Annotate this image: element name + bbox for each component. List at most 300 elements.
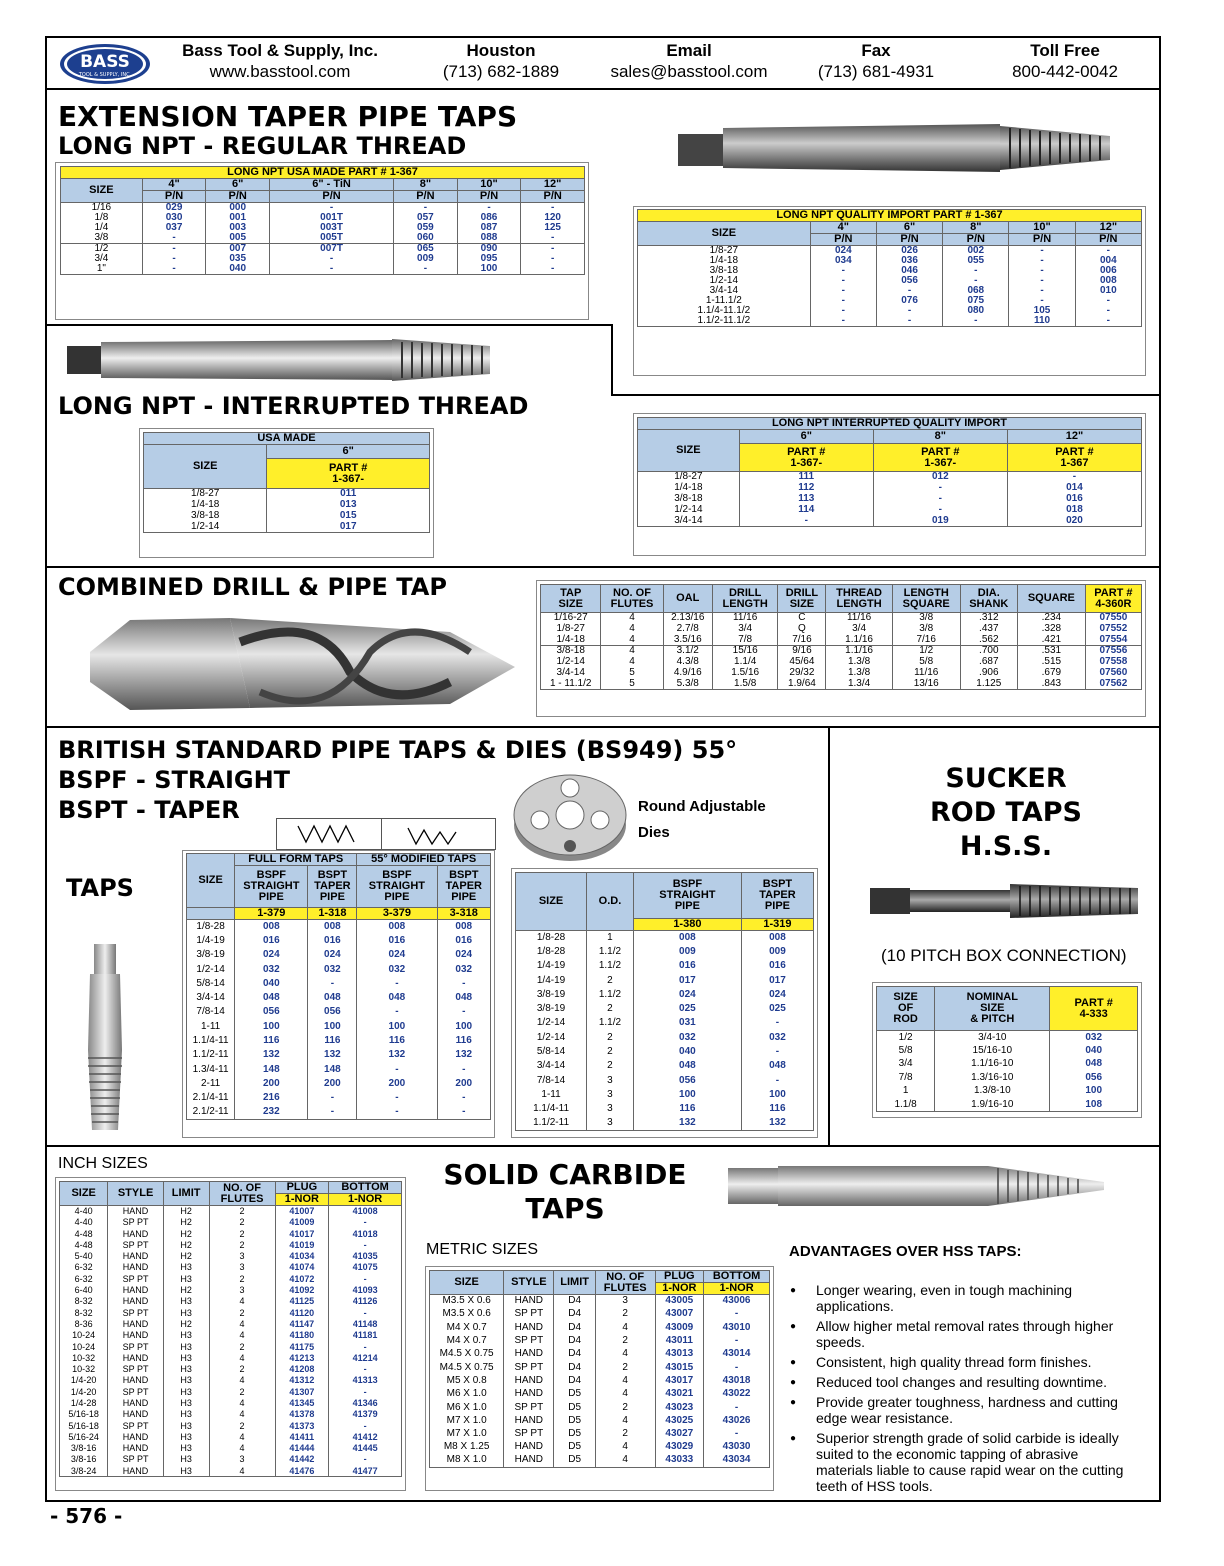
table-cell: 075 xyxy=(943,296,1009,306)
table-cell: 032 xyxy=(741,1031,813,1045)
table-row xyxy=(516,1073,814,1087)
table-cell: 1/4-18 xyxy=(638,483,740,494)
table-cell: 1.9/16-10 xyxy=(935,1098,1050,1112)
table-cell: 008 xyxy=(741,931,813,945)
table-cell: HAND xyxy=(108,1443,163,1454)
carbide-metric-table xyxy=(429,1270,770,1468)
advantage-item: ● Superior strength grade of solid carbide is ideally suited to the economic tapping of abrasive materials liable to cause rapid wear on the cutting teeth of HSS tools. xyxy=(790,1430,1135,1494)
carbide-tap-photo xyxy=(728,1162,1108,1210)
thread-profile-icons xyxy=(276,818,496,850)
table-cell: 035 xyxy=(206,254,270,264)
table-cell: 105 xyxy=(1009,306,1075,316)
table-cell: 088 xyxy=(457,233,521,244)
table-cell: SP PT xyxy=(108,1454,163,1465)
table-cell: - xyxy=(521,233,585,244)
section-subtitle-regular: LONG NPT - REGULAR THREAD xyxy=(58,132,467,160)
table-cell: 1.3/8 xyxy=(826,657,892,668)
sucker-rod-table xyxy=(876,986,1138,1112)
table-cell: 4-40 xyxy=(60,1217,108,1228)
fax-number[interactable]: (713) 681-4931 xyxy=(817,62,935,81)
table-cell: 090 xyxy=(457,244,521,255)
bsp-dies-table xyxy=(515,872,814,1131)
table-cell: 41378 xyxy=(275,1409,329,1420)
table-cell: - xyxy=(329,1386,402,1397)
table-cell: 200 xyxy=(235,1077,308,1091)
table-cell: 41213 xyxy=(275,1352,329,1363)
column-header: NO. OF FLUTES xyxy=(595,1271,655,1295)
table-cell: - xyxy=(741,1045,813,1059)
table-cell: 059 xyxy=(394,223,458,233)
column-header: SIZE xyxy=(61,179,143,203)
table-cell: 41180 xyxy=(275,1330,329,1341)
usa-interrupted-table xyxy=(143,432,430,533)
table-row xyxy=(638,483,1142,494)
table-cell: 2 xyxy=(587,973,634,987)
table-cell: 5/16-18 xyxy=(60,1409,108,1420)
table-cell: 116 xyxy=(633,1102,741,1116)
table-cell: 1.1/4-11 xyxy=(187,1034,235,1048)
table-cell: 7/8-14 xyxy=(516,1073,587,1087)
table-cell: 1.3/8 xyxy=(826,668,892,679)
table-cell: H3 xyxy=(163,1352,209,1363)
table-row xyxy=(541,624,1142,635)
table-cell: 4 xyxy=(209,1375,275,1386)
table-cell: D4 xyxy=(554,1295,595,1308)
column-header: 3-379 xyxy=(357,908,437,920)
table-cell: 7/16 xyxy=(892,635,960,646)
table-cell: 41346 xyxy=(329,1398,402,1409)
table-cell: 1.1/2 xyxy=(587,988,634,1002)
table-cell: - xyxy=(741,1073,813,1087)
table-cell: H3 xyxy=(163,1398,209,1409)
column-header: BSPF STRAIGHT PIPE xyxy=(633,873,741,919)
table-cell: 41120 xyxy=(275,1307,329,1318)
table-cell: - xyxy=(1009,266,1075,276)
table-cell: 4 xyxy=(595,1441,655,1454)
table-cell: 3/8-18 xyxy=(638,266,811,276)
table-cell: - xyxy=(357,1105,437,1119)
table-row xyxy=(187,1062,491,1076)
table-cell: 2 xyxy=(209,1307,275,1318)
table-row xyxy=(60,1285,402,1296)
table-cell: 3 xyxy=(209,1454,275,1465)
table-row xyxy=(60,1465,402,1476)
table-cell: 1.5/8 xyxy=(712,679,777,690)
table-cell: 116 xyxy=(235,1034,308,1048)
table-row xyxy=(430,1441,770,1454)
table-cell: - xyxy=(1009,276,1075,286)
import-npt-table xyxy=(637,209,1142,327)
column-header: 6" xyxy=(206,179,270,191)
advantage-item: ● Provide greater toughness, hardness and cutting edge wear resistance. xyxy=(790,1394,1135,1426)
table-row xyxy=(60,1307,402,1318)
table-row xyxy=(430,1427,770,1440)
column-header: NOMINAL SIZE & PITCH xyxy=(935,987,1050,1031)
table-cell: 1/2-14 xyxy=(516,1016,587,1030)
table-cell: - xyxy=(329,1454,402,1465)
table-cell: 1.1/2 xyxy=(587,945,634,959)
table-cell: H2 xyxy=(163,1206,209,1217)
table-cell: 4 xyxy=(209,1398,275,1409)
bspt-label: BSPT - TAPER xyxy=(58,796,240,824)
carbide-inch-table xyxy=(59,1181,402,1477)
table-cell: 016 xyxy=(308,934,357,948)
column-header: STYLE xyxy=(108,1182,163,1206)
logo-subtext: TOOL & SUPPLY, INC. xyxy=(78,72,132,78)
advantage-item: ● Reduced tool changes and resulting downtime. xyxy=(790,1374,1135,1390)
table-row xyxy=(541,646,1142,657)
table-cell: - xyxy=(357,1091,437,1105)
table-cell: 024 xyxy=(633,988,741,1002)
table-cell: 43014 xyxy=(704,1348,770,1361)
table-cell: 3/8 xyxy=(61,233,143,244)
column-header: BSPT TAPER PIPE xyxy=(308,866,357,908)
column-header xyxy=(187,908,235,920)
table-cell: 5/16-24 xyxy=(60,1431,108,1442)
table-row xyxy=(430,1321,770,1334)
table-cell: 41074 xyxy=(275,1262,329,1273)
table-row xyxy=(187,977,491,991)
table-cell: D4 xyxy=(554,1374,595,1387)
table-cell: 3/8 xyxy=(892,613,960,624)
table-cell: 014 xyxy=(1007,483,1141,494)
table-cell: - xyxy=(437,1005,491,1019)
advantage-item: ● Allow higher metal removal rates through higher speeds. xyxy=(790,1318,1135,1350)
table-row xyxy=(516,1031,814,1045)
table-row xyxy=(638,472,1142,483)
table-cell: 1/4-19 xyxy=(516,973,587,987)
bsp-tap-photo xyxy=(80,940,130,1135)
table-cell: M7 X 1.0 xyxy=(430,1427,504,1440)
table-cell: SP PT xyxy=(108,1386,163,1397)
column-header: 1-319 xyxy=(741,919,813,931)
table-cell: 07562 xyxy=(1085,679,1141,690)
section-title-combined: COMBINED DRILL & PIPE TAP xyxy=(58,573,447,601)
table-cell: 3 xyxy=(587,1102,634,1116)
table-row xyxy=(144,522,430,533)
table-cell: .679 xyxy=(1017,668,1085,679)
combined-table xyxy=(540,584,1142,690)
table-cell: 2 xyxy=(209,1386,275,1397)
column-header: BSPF STRAIGHT PIPE xyxy=(235,866,308,908)
table-cell: 41181 xyxy=(329,1330,402,1341)
table-cell: 1/4-20 xyxy=(60,1375,108,1386)
table-cell: 29/32 xyxy=(778,668,826,679)
table-cell: 2 xyxy=(209,1239,275,1250)
table-row xyxy=(144,489,430,500)
column-header: PART # 4-333 xyxy=(1050,987,1138,1031)
table-cell: 120 xyxy=(521,213,585,223)
table-cell: H3 xyxy=(163,1330,209,1341)
table-cell: 3.1/2 xyxy=(663,646,712,657)
table-cell: HAND xyxy=(108,1465,163,1476)
table-cell: 2 xyxy=(209,1273,275,1284)
table-cell: - xyxy=(521,264,585,275)
table-cell: 3/4-14 xyxy=(187,991,235,1005)
table-cell: H2 xyxy=(163,1285,209,1296)
table-cell: 024 xyxy=(741,988,813,1002)
table-cell: 4 xyxy=(595,1374,655,1387)
table-cell: 43006 xyxy=(704,1295,770,1308)
table-cell: 148 xyxy=(308,1062,357,1076)
table-cell: 1/16 xyxy=(61,203,143,214)
table-cell: 024 xyxy=(308,948,357,962)
table-cell: - xyxy=(1075,316,1141,327)
column-header: P/N xyxy=(394,191,458,203)
table-cell: 3 xyxy=(587,1073,634,1087)
table-row xyxy=(430,1401,770,1414)
table-cell: 060 xyxy=(394,233,458,244)
dies-label: Round Adjustable Dies xyxy=(638,798,766,841)
table-cell: 108 xyxy=(1050,1098,1138,1112)
table-cell: 1.1/4-11.1/2 xyxy=(638,306,811,316)
table-cell: 2 xyxy=(595,1334,655,1347)
table-row xyxy=(60,1273,402,1284)
table-cell: 3/4-14 xyxy=(638,286,811,296)
table-cell: HAND xyxy=(504,1321,554,1334)
table-cell: 003 xyxy=(206,223,270,233)
table-cell: 8-36 xyxy=(60,1318,108,1329)
table-cell: - xyxy=(1009,246,1075,257)
table-cell: 4 xyxy=(601,613,663,624)
table-cell: 2.7/8 xyxy=(663,624,712,635)
table-cell: - xyxy=(810,286,876,296)
table-cell: 2 xyxy=(209,1206,275,1217)
table-cell: 110 xyxy=(1009,316,1075,327)
table-cell: 2 xyxy=(595,1401,655,1414)
table-cell: 1 xyxy=(587,931,634,945)
table-row xyxy=(144,500,430,511)
column-header: DRILL SIZE xyxy=(778,585,826,613)
column-header: 1-380 xyxy=(633,919,741,931)
table-cell: HAND xyxy=(108,1262,163,1273)
table-cell: 4 xyxy=(595,1348,655,1361)
table-row xyxy=(60,1341,402,1352)
table-row xyxy=(541,635,1142,646)
company-block xyxy=(160,40,400,82)
table-row xyxy=(430,1374,770,1387)
table-cell: 10-24 xyxy=(60,1330,108,1341)
table-cell: - xyxy=(704,1334,770,1347)
table-cell: H2 xyxy=(163,1217,209,1228)
table-cell: 1/8-28 xyxy=(516,931,587,945)
column-header: SQUARE xyxy=(1017,585,1085,613)
table-cell: 007T xyxy=(270,244,394,255)
houston-block: Houston (713) 682-1889 xyxy=(442,41,560,81)
table-cell: 1/4-19 xyxy=(187,934,235,948)
column-header: LIMIT xyxy=(163,1182,209,1206)
column-header: LONG NPT USA MADE PART # 1-367 xyxy=(61,167,585,179)
table-cell: 1/2-14 xyxy=(187,962,235,976)
divider xyxy=(45,88,1161,90)
column-header: 1-NOR xyxy=(655,1283,704,1295)
table-cell: HAND xyxy=(108,1206,163,1217)
column-header: 4" xyxy=(142,179,206,191)
table-cell: 068 xyxy=(943,286,1009,296)
houston-phone[interactable]: (713) 682-1889 xyxy=(442,62,560,81)
table-cell: 43022 xyxy=(704,1388,770,1401)
table-cell: 1/8-27 xyxy=(541,624,601,635)
table-cell: 41307 xyxy=(275,1386,329,1397)
column-header: LONG NPT QUALITY IMPORT PART # 1-367 xyxy=(638,210,1142,222)
table-cell: 4 xyxy=(601,624,663,635)
table-row xyxy=(60,1262,402,1273)
table-cell: 2.1/4-11 xyxy=(187,1091,235,1105)
table-cell: 008 xyxy=(308,920,357,934)
table-cell: 1-11.1/2 xyxy=(638,296,811,306)
table-cell: SP PT xyxy=(108,1239,163,1250)
table-cell: 095 xyxy=(457,254,521,264)
table-cell: - xyxy=(1075,296,1141,306)
table-cell: 8-32 xyxy=(60,1307,108,1318)
table-cell: HAND xyxy=(108,1431,163,1442)
column-header: 12" xyxy=(1007,430,1141,444)
table-cell: 2.1/2-11 xyxy=(187,1105,235,1119)
table-cell: 2 xyxy=(209,1228,275,1239)
section-title-interrupted: LONG NPT - INTERRUPTED THREAD xyxy=(58,392,529,420)
table-cell: H3 xyxy=(163,1431,209,1442)
table-cell: 087 xyxy=(457,223,521,233)
table-cell: 7/8 xyxy=(712,635,777,646)
table-cell: - xyxy=(357,1062,437,1076)
table-cell: 3/4-14 xyxy=(541,668,601,679)
round-die-photo xyxy=(510,770,630,862)
table-cell: 41313 xyxy=(329,1375,402,1386)
tollfree-number[interactable]: 800-442-0042 xyxy=(1012,62,1118,81)
column-header: PART # 1-367- xyxy=(267,459,430,489)
table-cell: 43025 xyxy=(655,1414,704,1427)
tollfree-block: Toll Free 800-442-0042 xyxy=(1012,41,1118,81)
table-cell: - xyxy=(739,516,873,527)
column-header: 1-318 xyxy=(308,908,357,920)
table-cell: 016 xyxy=(437,934,491,948)
column-header: PART # 1-367- xyxy=(873,444,1007,472)
table-cell: 4 xyxy=(595,1321,655,1334)
table-cell: 008 xyxy=(437,920,491,934)
table-row xyxy=(61,264,585,275)
table-row xyxy=(187,962,491,976)
column-header: P/N xyxy=(1009,234,1075,246)
table-cell: M8 X 1.25 xyxy=(430,1441,504,1454)
table-cell: H3 xyxy=(163,1465,209,1476)
table-cell: 112 xyxy=(739,483,873,494)
table-row xyxy=(60,1228,402,1239)
solid-carbide-title: SOLID CARBIDE TAPS xyxy=(443,1158,687,1225)
table-row xyxy=(516,1045,814,1059)
table-cell: 036 xyxy=(876,256,942,266)
table-row xyxy=(541,679,1142,690)
table-cell: D4 xyxy=(554,1334,595,1347)
table-row xyxy=(638,494,1142,505)
table-cell: 1.3/16-10 xyxy=(935,1071,1050,1085)
table-cell: - xyxy=(810,306,876,316)
table-cell: 025 xyxy=(741,1002,813,1016)
table-cell: 43027 xyxy=(655,1427,704,1440)
table-row xyxy=(60,1443,402,1454)
table-cell: SP PT xyxy=(108,1420,163,1431)
table-cell: 132 xyxy=(308,1048,357,1062)
table-cell: HAND xyxy=(108,1352,163,1363)
table-cell: 45/64 xyxy=(778,657,826,668)
table-cell: .843 xyxy=(1017,679,1085,690)
table-row xyxy=(516,1102,814,1116)
table-cell: 012 xyxy=(873,472,1007,483)
table-cell: 5/8-14 xyxy=(516,1045,587,1059)
table-cell: - xyxy=(1009,286,1075,296)
table-cell: D4 xyxy=(554,1348,595,1361)
table-cell: - xyxy=(142,233,206,244)
table-cell: 2 xyxy=(595,1427,655,1440)
table-cell: 3 xyxy=(209,1251,275,1262)
table-cell: 1/2 xyxy=(61,244,143,255)
table-cell: 018 xyxy=(1007,505,1141,516)
table-cell: 4 xyxy=(595,1454,655,1467)
table-cell: 41208 xyxy=(275,1364,329,1375)
table-cell: 016 xyxy=(357,934,437,948)
table-cell: 008 xyxy=(1075,276,1141,286)
column-header: BOTTOM xyxy=(704,1271,770,1283)
table-cell: 11/16 xyxy=(712,613,777,624)
table-cell: 41008 xyxy=(329,1206,402,1217)
table-cell: 6-32 xyxy=(60,1273,108,1284)
column-header: SIZE xyxy=(187,854,235,908)
table-cell: 040 xyxy=(206,264,270,275)
website-link[interactable]: www.basstool.com xyxy=(209,62,351,81)
table-cell: - xyxy=(308,1091,357,1105)
column-header: 6" xyxy=(267,445,430,459)
table-cell: .234 xyxy=(1017,613,1085,624)
divider xyxy=(611,324,613,396)
table-cell: 1/8-28 xyxy=(187,920,235,934)
table-cell: 4 xyxy=(601,657,663,668)
table-cell: - xyxy=(357,1005,437,1019)
page-number: - 576 - xyxy=(50,1504,123,1528)
table-cell: - xyxy=(810,276,876,286)
divider xyxy=(45,1145,1161,1147)
table-row xyxy=(516,1059,814,1073)
column-header: 3-318 xyxy=(437,908,491,920)
table-cell: 024 xyxy=(437,948,491,962)
column-header: SIZE xyxy=(60,1182,108,1206)
table-cell: 1.1/2-11.1/2 xyxy=(638,316,811,327)
table-cell: 43023 xyxy=(655,1401,704,1414)
table-row xyxy=(638,516,1142,527)
table-row xyxy=(60,1409,402,1420)
advantages-title: ADVANTAGES OVER HSS TAPS: xyxy=(789,1243,1022,1260)
table-row xyxy=(61,233,585,244)
table-cell: - xyxy=(521,203,585,214)
table-row xyxy=(60,1375,402,1386)
table-cell: 5 xyxy=(601,679,663,690)
email-link[interactable]: sales@basstool.com xyxy=(610,62,768,81)
table-cell: 41019 xyxy=(275,1239,329,1250)
table-cell: 113 xyxy=(739,494,873,505)
table-cell: 41312 xyxy=(275,1375,329,1386)
table-cell: 003T xyxy=(270,223,394,233)
table-cell: 100 xyxy=(741,1088,813,1102)
table-cell: 6-40 xyxy=(60,1285,108,1296)
table-cell: 040 xyxy=(235,977,308,991)
table-cell: 032 xyxy=(357,962,437,976)
table-cell: HAND xyxy=(504,1454,554,1467)
table-cell: 046 xyxy=(876,266,942,276)
column-header: BOTTOM xyxy=(329,1182,402,1194)
logo-text: BASS xyxy=(80,52,130,72)
table-cell: 1.9/64 xyxy=(778,679,826,690)
table-row xyxy=(430,1361,770,1374)
table-cell: D5 xyxy=(554,1401,595,1414)
table-cell: Q xyxy=(778,624,826,635)
